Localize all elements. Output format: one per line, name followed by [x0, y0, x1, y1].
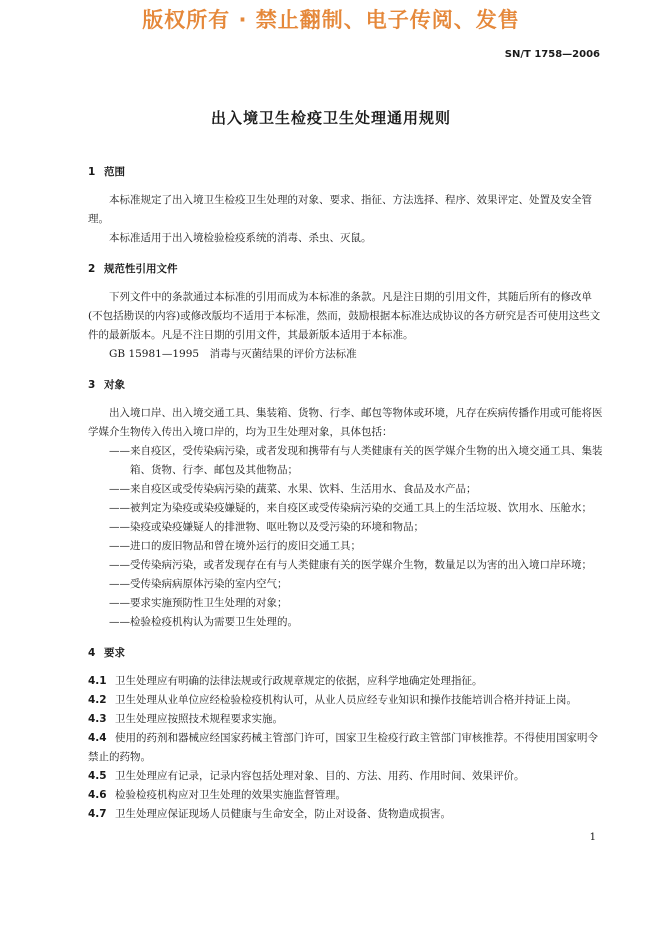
- paragraph: 下列文件中的条款通过本标准的引用而成为本标准的条款。凡是注日期的引用文件，其随后所有的修改单(不包括勘误的内容)或修改版均不适用于本标准，然而，鼓励根据本标准达成协议的各方研究是否可使用这些文件的最新版本。凡是不注日期的引用文件，其最新版本适用于本标准。: [88, 291, 601, 341]
- section-heading: 2 规范性引用文件: [88, 263, 178, 275]
- requirement-clause: 4.2 卫生处理从业单位应经检验检疫机构认可，从业人员应经专业知识和操作技能培训合格并持证上岗。: [88, 694, 577, 706]
- requirement-clause: 4.7 卫生处理应保证现场人员健康与生命安全，防止对设备、货物造成损害。: [88, 808, 451, 820]
- list-item: ——来自疫区，受传染病污染，或者发现和携带有与人类健康有关的医学媒介生物的出入境交通工具、集装箱、货物、行李、邮包及其他物品；: [109, 445, 603, 476]
- paragraph: 本标准适用于出入境检验检疫系统的消毒、杀虫、灭鼠。: [109, 232, 372, 244]
- list-item: ——检验检疫机构认为需要卫生处理的。: [109, 616, 298, 628]
- requirement-clause: 4.5 卫生处理应有记录，记录内容包括处理对象、目的、方法、用药、作用时间、效果评价。: [88, 770, 525, 782]
- requirement-clause: 4.6 检验检疫机构应对卫生处理的效果实施监督管理。: [88, 789, 346, 801]
- page-number: 1: [589, 832, 596, 843]
- section-heading: 4 要求: [88, 647, 125, 659]
- document-title: 出入境卫生检疫卫生处理通用规则: [210, 109, 451, 127]
- section-heading: 3 对象: [88, 379, 125, 391]
- list-item: ——染疫或染疫嫌疑人的排泄物、呕吐物以及受污染的环境和物品；: [109, 521, 424, 533]
- requirement-clause: 4.4 使用的药剂和器械应经国家药械主管部门许可，国家卫生检疫行政主管部门审核推荐。不得使用国家明令禁止的药物。: [88, 732, 598, 763]
- section-heading: 1 范围: [88, 166, 125, 178]
- standard-number: SN/T 1758—2006: [504, 49, 600, 60]
- paragraph: 本标准规定了出入境卫生检疫卫生处理的对象、要求、指征、方法选择、程序、效果评定、处置及安全管理。: [88, 194, 592, 225]
- requirement-clause: 4.3 卫生处理应按照技术规程要求实施。: [88, 713, 283, 725]
- list-item: ——受传染病病原体污染的室内空气；: [109, 578, 288, 590]
- normative-reference: GB 15981—1995 消毒与灭菌结果的评价方法标准: [109, 348, 357, 360]
- requirement-clause: 4.1 卫生处理应有明确的法律法规或行政规章规定的依据，应科学地确定处理指征。: [88, 675, 483, 687]
- paragraph: 出入境口岸、出入境交通工具、集装箱、货物、行李、邮包等物体或环境，凡存在疾病传播作用或可能将医学媒介生物传入传出入境口岸的，均为卫生处理对象，具体包括：: [88, 407, 603, 438]
- watermark-banner: 版权所有 · 禁止翻制、电子传阅、发售: [142, 8, 520, 32]
- list-item: ——受传染病污染，或者发现存在有与人类健康有关的医学媒介生物，数量足以为害的出入境口岸环境；: [109, 559, 592, 571]
- list-item: ——来自疫区或受传染病污染的蔬菜、水果、饮料、生活用水、食品及水产品；: [109, 483, 477, 495]
- list-item: ——要求实施预防性卫生处理的对象；: [109, 597, 288, 609]
- list-item: ——被判定为染疫或染疫嫌疑的，来自疫区或受传染病污染的交通工具上的生活垃圾、饮用水、压舱水；: [109, 502, 592, 514]
- list-item: ——进口的废旧物品和曾在境外运行的废旧交通工具；: [109, 540, 361, 552]
- document-body: [88, 163, 604, 824]
